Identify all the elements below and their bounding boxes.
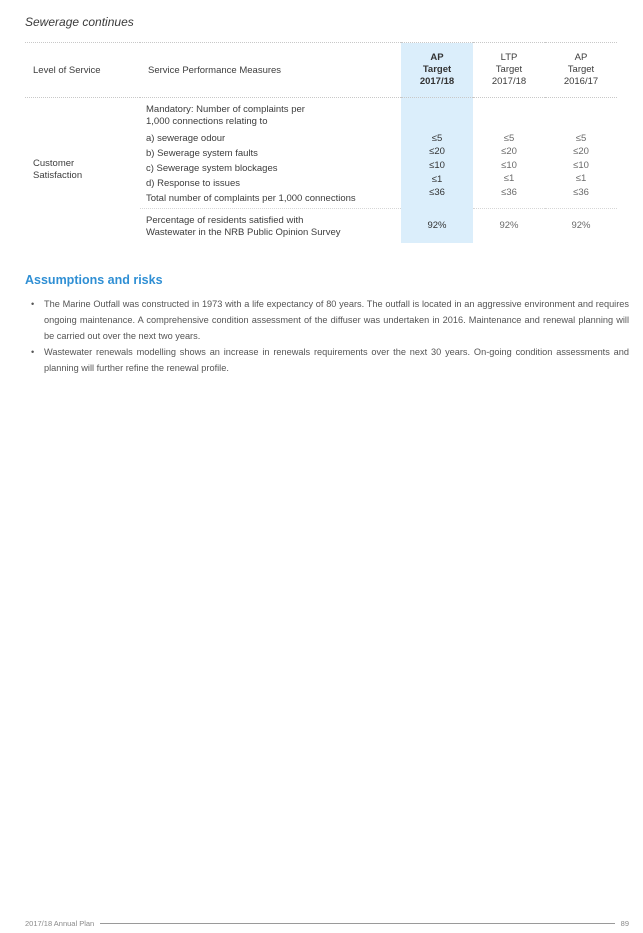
assumptions-list xyxy=(25,296,629,376)
section-title: Sewerage continues xyxy=(25,15,134,29)
complaints-measures-cell: Mandatory: Number of complaints per 1,000 connections relating to a) sewerage odour b) Sewerage system faults c) Sewerage system blockages d) Response to issues Total number of complaints per 1,000 connections xyxy=(146,104,356,204)
list-item: • The Marine Outfall was constructed in 1973 with a life expectancy of 80 years. The outfall is located in an aggressive environment and requires ongoing maintenance. A comprehensive condition assessment of the diffuser was undertaken in 2016. Maintenance and renewal planning will be carried out over the next two years. xyxy=(25,296,629,344)
ap-2017-18-complaints-values: ≤5 ≤20 ≤10 ≤1 ≤36 xyxy=(401,98,473,209)
bullet-icon: • xyxy=(31,299,35,309)
footer-divider xyxy=(100,923,614,924)
header-ltp-target-2017-18: LTP Target 2017/18 xyxy=(473,43,545,98)
header-ap-target-2017-18: AP Target 2017/18 xyxy=(401,43,473,98)
page-footer xyxy=(25,917,629,929)
footer-plan-title: 2017/18 Annual Plan xyxy=(25,918,95,928)
ap-2016-17-complaints-values: ≤5 ≤20 ≤10 ≤1 ≤36 xyxy=(573,132,589,198)
page-number: 89 xyxy=(620,918,629,928)
service-performance-table xyxy=(25,42,617,243)
list-item: • Wastewater renewals modelling shows an increase in renewals requirements over the next 30 years. On-going condition assessments and planning will further refine the renewal profile. xyxy=(25,344,629,376)
ltp-2017-18-complaints-values: ≤5 ≤20 ≤10 ≤1 ≤36 xyxy=(501,132,517,198)
level-of-service-cell: Customer Satisfaction xyxy=(33,158,83,182)
bullet-icon: • xyxy=(31,347,35,357)
table-row-complaints xyxy=(25,98,617,209)
header-level-of-service: Level of Service xyxy=(25,43,140,98)
ap-2017-18-satisfaction-value: 92% xyxy=(401,209,473,243)
ap-2016-17-satisfaction-value: 92% xyxy=(545,209,617,243)
table-header-row xyxy=(25,43,617,98)
header-measures: Service Performance Measures xyxy=(140,43,401,98)
assumptions-heading: Assumptions and risks xyxy=(25,273,163,287)
header-ap-target-2016-17: AP Target 2016/17 xyxy=(545,43,617,98)
satisfaction-measure-cell: Percentage of residents satisfied with Wastewater in the NRB Public Opinion Survey xyxy=(140,209,401,243)
ltp-2017-18-satisfaction-value: 92% xyxy=(473,209,545,243)
